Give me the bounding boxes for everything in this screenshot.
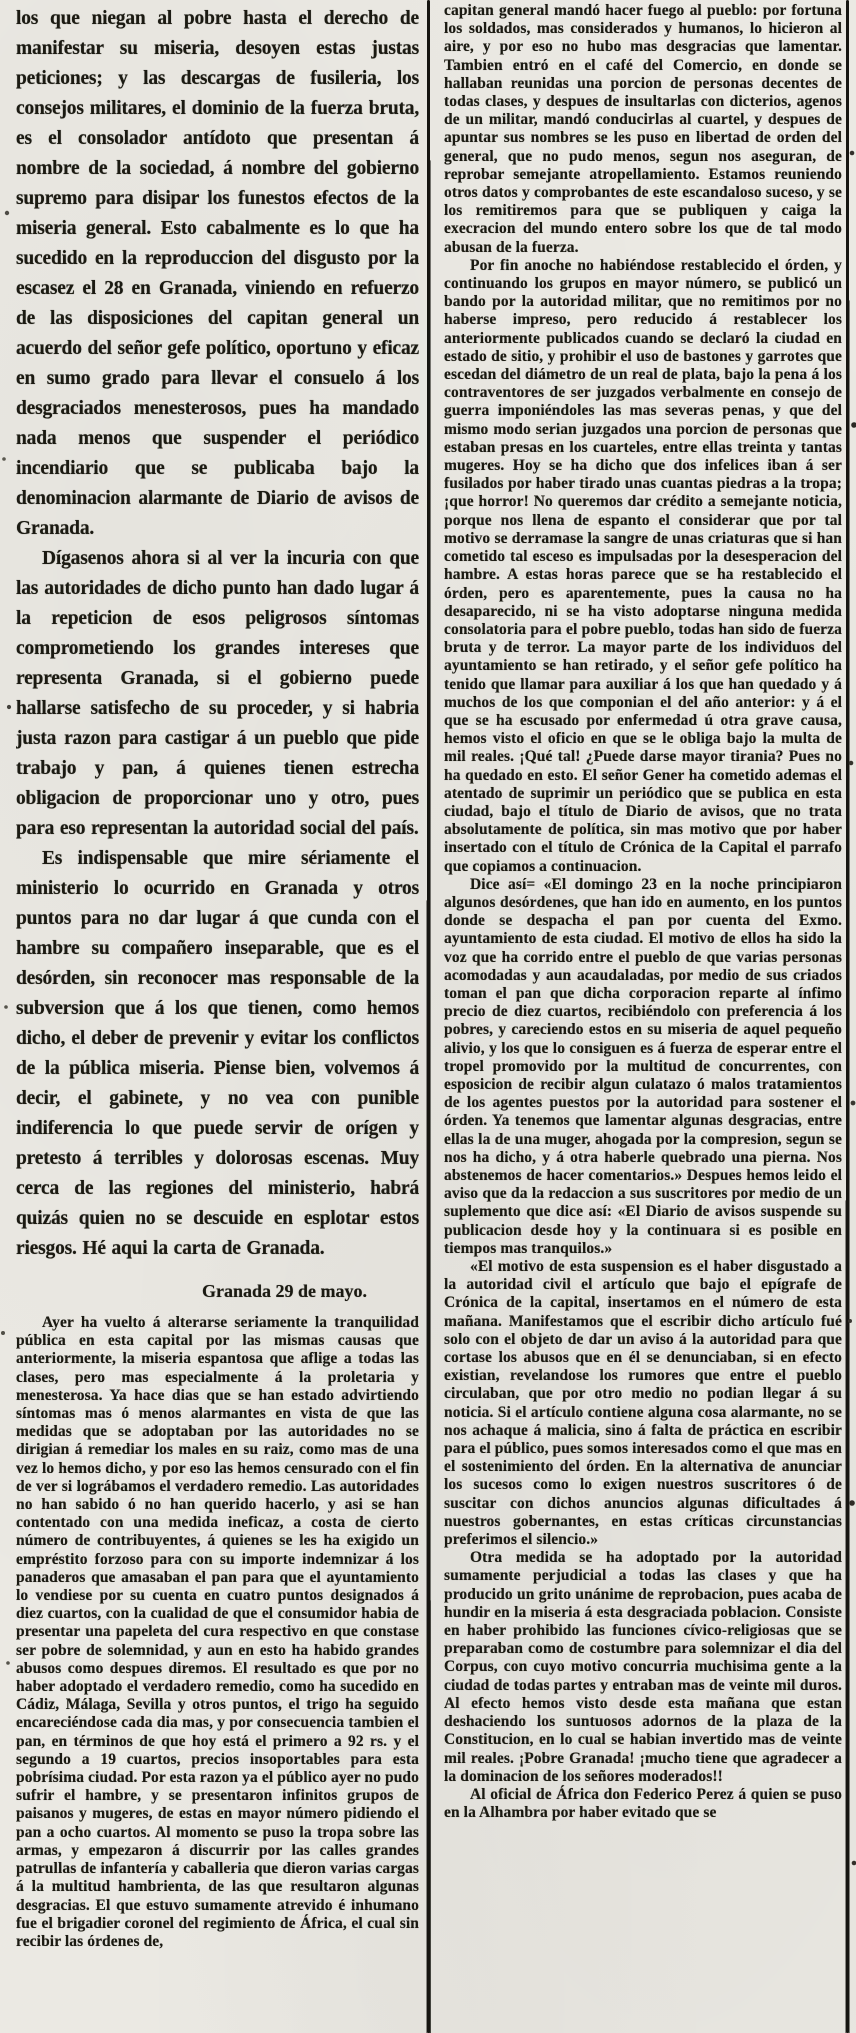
- article-paragraph: Dígasenos ahora si al ver la incuria con que las autoridades de dicho punto han dado lugar á la repeticion de esos peligrosos síntomas comprometiendo los grandes intereses que representa Granada, si el gobierno puede hallarse satisfecho de su proceder, y si habria justa razon para castigar á un pueblo que pide trabajo y pan, á quienes tienen estrecha obligacion de proporcionar uno y otro, pues para eso representan la autoridad social del país.: [16, 548, 419, 839]
- center-column-divider-rule: [427, 0, 430, 2033]
- article-paragraph: los que niegan al pobre hasta el derecho de manifestar su miseria, desoyen estas justas peticiones; y las descargas de fusileria, los consejos militares, el dominio de la fuerza bruta, es el consolador antídoto que presentan á nombre de la sociedad, á nombre del gobierno supremo para disipar los funestos efectos de la miseria general. Esto cabalmente es lo que ha sucedido en la reproduccion del disgusto por la escasez el 28 en Granada, viniendo en refuerzo de las disposiciones del capitan general un acuerdo del señor gefe político, oportuno y eficaz en sumo grado para llevar el consuelo á los desgraciados menesterosos, pues ha mandado nada menos que suspender el periódico incendiario que se publicaba bajo la denominacion alarmante de Diario de avisos de Granada.: [16, 8, 419, 539]
- article-paragraph: Otra medida se ha adoptado por la autoridad sumamente perjudicial a todas las clases y que ha producido un grito unánime de reprobacion, pues acaba de hundir en la miseria á esta desgraciada poblacion. Consiste en haber prohibido las funciones cívico-religiosas que se preparaban como de costumbre para solemnizar el dia del Corpus, con cuyo motivo concurria muchisima gente a la ciudad de todas partes y entraban mas de veinte mil duros. Al efecto hemos visto desde esta mañana que estan deshaciendo los suntuosos adornos de la plaza de la Constitucion, en lo cual se habian invertido mas de veinte mil reales. ¡Pobre Granada! ¡mucho tiene que agradecer a la dominacion de los señores moderados!!: [444, 1549, 842, 1785]
- scan-noise: [0, 0, 2, 2]
- article-paragraph: Por fin anoche no habiéndose restablecido el órden, y continuando los grupos en mayor número, se publicó un bando por la autoridad militar, que no remitimos por no haberse impreso, pero reducido á restablecer los anteriormente publicados cuando se declaró la ciudad en estado de sitio, y prohibir el uso de bastones y garrotes que escedan del diámetro de un real de plata, bajo la pena á los contraventores de ser juzgados verbalmente en consejo de guerra imponiéndoles las mas severas penas, y que del mismo modo serian juzgados una porcion de personas que estaban presas en los cuarteles, entre ellas treinta y tantas mugeres. Hoy se ha dicho que dos infelices iban á ser fusilados por haber tirado unas cuantas piedras a la tropa; ¡que horror! No queremos dar crédito a semejante noticia, porque nos llena de espanto el considerar que por tal motivo se derramase la sangre de unas criaturas que si han cometido tal esceso es impulsadas por la desesperacion del hambre. A estas horas parece que se ha restablecido el órden, pero es aparentemente, pues la causa no ha desaparecido, ni se ha visto adoptarse ninguna medida consolatoria para el pobre pueblo, todas han sido de fuerza bruta y de terror. La mayor parte de los individuos del ayuntamiento se han retirado, y el señor gefe político ha tenido que llamar para auxiliar á los que han quedado y á muchos de los que componian el del año anterior: y á el que se ha escusado por enfermedad ú otra grave causa, hemos visto el oficio en que se le obliga bajo la multa de mil reales. ¡Qué tal! ¿Puede darse mayor tirania? Pues no ha quedado en esto. El señor Gener ha cometido ademas el atentado de suprimir un periódico que se publica en esta ciudad, bajo el título de Diario de avisos, que no trata absolutamente de política, sin mas motivo que por haber insertado con el título de Crónica de la Capital el parrafo que copiamos a continuacion.: [444, 256, 842, 875]
- article-paragraph: Al oficial de África don Federico Perez á quien se puso en la Alhambra por haber evitado que se: [444, 1785, 842, 1822]
- article-paragraph: Dice así= «El domingo 23 en la noche principiaron algunos desórdenes, que han ido en aumento, en los puntos donde se despacha el pan por cuenta del Exmo. ayuntamiento de esta ciudad. El motivo de ellos ha sido la voz que ha corrido entre el pueblo de que varias personas acomodadas y aun acaudaladas, por medio de sus criados toman el pan que dicha corporacion reparte al ínfimo precio de diez cuartos, recibiéndolo con preferencia á los pobres, y careciendo estos en su miseria de aquel pequeño alivio, y los que lo consiguen es á fuerza de esperar entre el tropel promovido por la multitud de concurrentes, con esposicion de recibir algun culatazo ó malos tratamientos de los agentes puestos por la autoridad para sostener el órden. Ya tenemos que lamentar algunas desgracias, entre ellas la de una muger, ahogada por la compresion, segun se nos ha dicho, y á otra haberle quebrado una pierna. Nos abstenemos de hacer comentarios.» Despues hemos leido el aviso que da la redaccion a sus suscritores por medio de un suplemento que dice así: «El Diario de avisos suspende su publicacion desde hoy y la continuara si es posible en tiempos mas tranquilos.»: [444, 875, 842, 1257]
- letter-paragraph: Ayer ha vuelto á alterarse seriamente la tranquilidad pública en esta capital por las mismas causas que anteriormente, la miseria espantosa que aflige a todas las clases, pero mas especialmente á la proletaria y menesterosa. Ya hace dias que se han estado advirtiendo síntomas mas ó menos alarmantes en vista de que las medidas que se adoptaban por las autoridades no se dirigian á remediar los males en su raiz, como mas de una vez lo hemos dicho, y por eso las hemos censurado con el fin de ver si lográbamos el verdadero remedio. Las autoridades no han sabido ó no han querido hacerlo, y asi se han contentado con una medida ineficaz, a costa de cierto número de contribuyentes, á quienes se les ha exigido un empréstito forzoso para con su importe indemnizar á los panaderos que amasaban el pan para que el ayuntamiento lo vendiese por su cuenta en cuatro puntos designados á diez cuartos, con la cualidad de que el consumidor habia de presentar una papeleta del cura respectivo en que constase ser pobre de solemnidad, y aun en esto ha habido grandes abusos como despues diremos. El resultado es que por no haber adoptado el verdadero remedio, como ha sucedido en Cádiz, Málaga, Sevilla y otros puntos, el trigo ha seguido encareciéndose cada dia mas, y por consecuencia tambien el pan, en términos de que hoy está el primero a 92 rs. y el segundo a 19 cuartos, precios insoportables para esta pobrísima ciudad. Por esta razon ya el público ayer no pudo sufrir el hambre, y se presentaron infinitos grupos de paisanos y mugeres, de estas en mayor número pidiendo el pan a ocho cuartos. Al momento se puso la tropa sobre las armas, y empezaron á discurrir por las calles grandes patrullas de infantería y caballeria que dieron varias cargas á la multitud hambrienta, de las que resultaron algunas desgracias. El que estuvo sumamente atrevido é inhumano fue el brigadier coronel del regimiento de África, el cual sin recibir las órdenes de,: [16, 1314, 419, 1950]
- article-paragraph: Es indispensable que mire sériamente el ministerio lo ocurrido en Granada y otros puntos para no dar lugar á que cunda con el hambre su compañero inseparable, que es el desórden, sin reconocer mas responsable de la subversion que á los que tienen, como hemos dicho, el deber de prevenir y evitar los conflictos de la pública miseria. Piense bien, volvemos á decir, el gabinete, y no vea con punible indiferencia lo que puede servir de orígen y pretesto á terribles y dolorosas escenas. Muy cerca de las regiones del ministerio, habrá quizás quien no se descuide en esplotar estos riesgos. Hé aqui la carta de Granada.: [16, 848, 419, 1259]
- page-edge-rule: [846, 0, 849, 2033]
- letter-dateline: Granada 29 de mayo.: [201, 1281, 367, 1301]
- article-paragraph: capitan general mandó hacer fuego al pueblo: por fortuna los soldados, mas considerados y humanos, lo hicieron al aire, y por eso no hubo mas desgracias que lamentar. Tambien entró en el café del Comercio, en donde se hallaban reunidas una porcion de personas decentes de todas clases, y despues de insultarlas con dicterios, agenos de un militar, mandó conducirlas al cuartel, y despues de apuntar sus nombres se les puso en libertad de orden del general, que no pudo menos, segun nos aseguran, de reprobar semejante atropellamiento. Estamos reuniendo otros datos y comprobantes de este escandaloso suceso, y se los remitiremos para que se publiquen y caiga la execracion del mundo entero sobre los que de tal modo abusan de la fuerza.: [444, 2, 842, 256]
- letter-body-section: [16, 1314, 419, 1951]
- article-paragraph: «El motivo de esta suspension es el haber disgustado a la autoridad civil el artículo que bajo el epígrafe de Crónica de la capital, insertamos en el número de esta mañana. Manifestamos que el escribir dicho artículo fué solo con el objeto de dar un aviso á la autoridad para que cortase los abusos que en él se denunciaban, si en efecto existian, revelandose los rumores que entre el pueblo circulaban, que por otro medio no podian llegar á su noticia. Si el artículo contiene alguna cosa alarmante, no se nos achaque á malicia, sino á falta de práctica en escribir para el público, pues somos interesados como el que mas en el sostenimiento del órden. En la alternativa de anunciar los sucesos como lo exigen nuestros suscritores ó de suscitar con dichos anuncios algunas dificultades á nuestros gobernantes, en estas críticas circunstancias preferimos el silencio.»: [444, 1258, 842, 1549]
- article-lead-section: [16, 4, 419, 1264]
- left-text-column: [16, 4, 419, 2033]
- right-text-column: [444, 2, 842, 2033]
